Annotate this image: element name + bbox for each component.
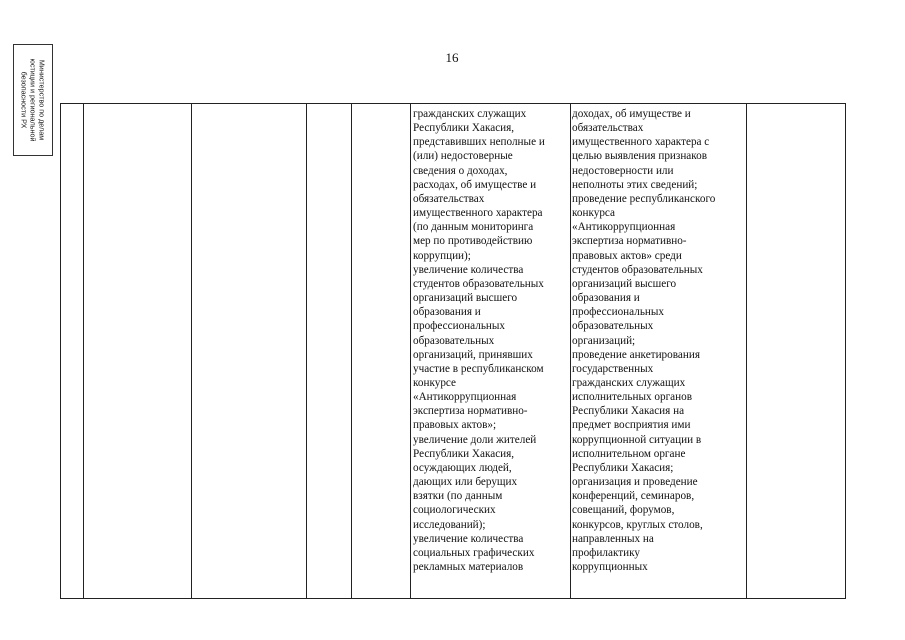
stamp-line-2: юстиции и региональной bbox=[28, 58, 38, 142]
page-number: 16 bbox=[445, 50, 459, 65]
stamp-line-3: безопасности РХ bbox=[19, 71, 29, 129]
ministry-stamp bbox=[13, 44, 53, 156]
stamp-text bbox=[20, 46, 47, 154]
column-divider bbox=[351, 104, 352, 598]
continuation-table bbox=[60, 103, 846, 599]
stamp-line-1: Министерство по делам bbox=[37, 59, 47, 141]
indicators-cell: гражданских служащих Республики Хакасия, представивших неполные и (или) недостоверные сведения о доходах, расходах, об имуществе и обязательствах имущественного характера (по данным мониторинга мер по противодействию коррупции); увеличение количества студентов образовательных организаций высшего образования и профессиональных образовательных организаций, принявших участие в республиканском конкурсе «Антикоррупционная экспертиза нормативно- правовых актов»; увеличение доли жителей Республики Хакасия, осуждающих людей, дающих или берущих взятки (по данным социологических исследований); увеличение количества социальных графических рекламных материалов bbox=[413, 108, 545, 573]
column-divider bbox=[83, 104, 84, 598]
column-divider bbox=[410, 104, 411, 598]
column-divider bbox=[191, 104, 192, 598]
measures-cell: доходах, об имуществе и обязательствах имущественного характера с целью выявления признаков недостоверности или неполноты этих сведений; проведение республиканского конкурса «Антикоррупционная экспертиза нормативно- правовых актов» среди студентов образовательных организаций высшего образования и профессиональных образовательных организаций; проведение анкетирования государственных гражданских служащих исполнительных органов Республики Хакасия на предмет восприятия ими коррупционной ситуации в исполнительном органе Республики Хакасия; организация и проведение конференций, семинаров, совещаний, форумов, конкурсов, круглых столов, направленных на профилактику коррупционных bbox=[572, 108, 716, 573]
column-divider bbox=[306, 104, 307, 598]
